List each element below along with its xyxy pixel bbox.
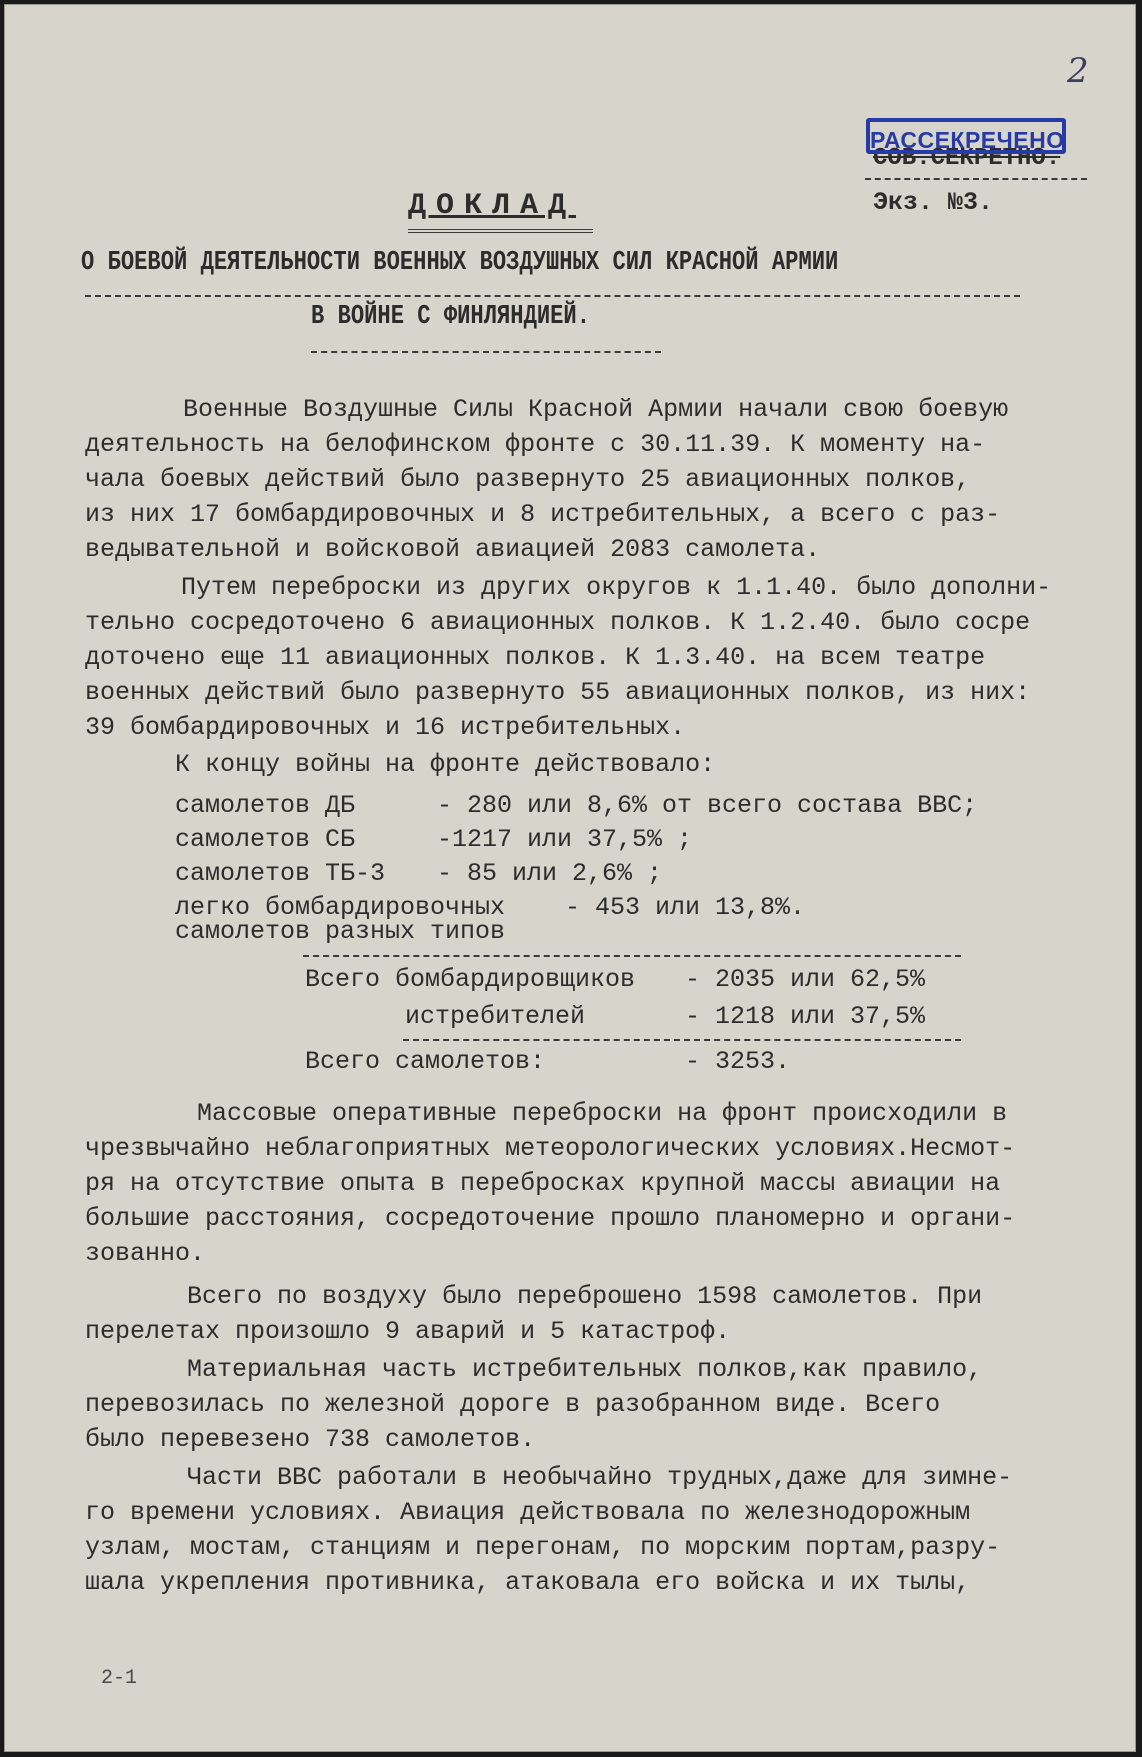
totals-separator-2 (403, 1039, 961, 1041)
para3-line: большие расстояния, сосредоточение прошло планомерно и органи- (85, 1204, 1016, 1233)
subtitle-line-2: В ВОЙНЕ С ФИНЛЯНДИЕЙ. (311, 302, 591, 332)
subtitle-line-1: О БОЕВОЙ ДЕЯТЕЛЬНОСТИ ВОЕННЫХ ВОЗДУШНЫХ СИЛ КРАСНОЙ АРМИИ (81, 248, 839, 278)
aircraft-type: легко бомбардировочных (175, 893, 506, 922)
para4-line: перелетах произошло 9 аварий и 5 катастроф. (85, 1317, 731, 1346)
list-intro: К концу войны на фронте действовало: (175, 750, 716, 779)
copy-number: Экз. №3. (873, 188, 994, 217)
para6-line: шала укрепления противника, атаковала его войска и их тылы, (85, 1568, 971, 1597)
subtitle-underline-1 (85, 295, 1020, 297)
aircraft-value: - 85 или 2,6% ; (437, 859, 663, 888)
subtitle-underline-2 (311, 351, 661, 353)
para6-line: узлам, мостам, станциям и перегонам, по морским портам,разру- (85, 1533, 1001, 1562)
para3-line: чрезвычайно неблагоприятных метеорологических условиях.Несмот- (85, 1134, 1016, 1163)
para3-line: Массовые оперативные переброски на фронт происходили в (197, 1099, 1008, 1128)
document-page (4, 4, 1136, 1752)
para1-line: чала боевых действий было развернуто 25 авиационных полков, (85, 465, 971, 494)
total-bombers-label: Всего бомбардировщиков (305, 965, 636, 994)
aircraft-type: самолетов ТБ-3 (175, 859, 386, 888)
aircraft-type: самолетов СБ (175, 825, 356, 854)
para1-line: деятельность на белофинском фронте с 30.11.39. К моменту на- (85, 430, 986, 459)
para6-line: го времени условиях. Авиация действовала по железнодорожным (85, 1498, 971, 1527)
para5-line: перевозилась по железной дороге в разобранном виде. Всего (85, 1390, 941, 1419)
aircraft-value: - 453 или 13,8%. (565, 893, 806, 922)
para4-line: Всего по воздуху было переброшено 1598 самолетов. При (187, 1282, 983, 1311)
aircraft-type-extra: самолетов разных типов (175, 917, 506, 946)
aircraft-value: -1217 или 37,5% ; (437, 825, 693, 854)
classification-mark: СОВ.СЕКРЕТНО. (873, 145, 1061, 172)
classification-underline (865, 178, 1087, 180)
para3-line: зованно. (85, 1239, 206, 1268)
para2-line: 39 бомбардировочных и 16 истребительных. (85, 713, 686, 742)
para1-line: Военные Воздушные Силы Красной Армии начали свою боевую (183, 395, 1009, 424)
para3-line: ря на отсутствие опыта в перебросках крупной массы авиации на (85, 1169, 1001, 1198)
totals-separator (303, 955, 961, 957)
page-title: ДОКЛАД (408, 189, 577, 223)
para2-line: доточено еще 11 авиационных полков. К 1.3.40. на всем театре (85, 643, 986, 672)
declassified-stamp: РАССЕКРЕЧЕНО (866, 118, 1066, 154)
total-all-label: Всего самолетов: (305, 1047, 546, 1076)
para6-line: Части ВВС работали в необычайно трудных,даже для зимне- (187, 1463, 1013, 1492)
aircraft-value: - 280 или 8,6% от всего состава ВВС; (437, 791, 978, 820)
aircraft-type: самолетов ДБ (175, 791, 356, 820)
para2-line: военных действий было развернуто 55 авиационных полков, из них: (85, 678, 1031, 707)
para2-line: тельно сосредоточено 6 авиационных полков. К 1.2.40. было сосре (85, 608, 1031, 637)
margin-note: 2-1 (101, 1667, 138, 1690)
para1-line: ведывательной и войсковой авиацией 2083 самолета. (85, 535, 821, 564)
para5-line: было перевезено 738 самолетов. (85, 1425, 536, 1454)
total-fighters-label: истребителей (405, 1002, 586, 1031)
para2-line: Путем переброски из других округов к 1.1.40. было дополни- (181, 573, 1052, 602)
total-all-value: - 3253. (685, 1047, 791, 1076)
para1-line: из них 17 бомбардировочных и 8 истребительных, а всего с раз- (85, 500, 1001, 529)
para5-line: Материальная часть истребительных полков,как правило, (187, 1355, 983, 1384)
total-bombers-value: - 2035 или 62,5% (685, 965, 926, 994)
title-underline (408, 229, 593, 233)
total-fighters-value: - 1218 или 37,5% (685, 1002, 926, 1031)
page-number: 2 (1067, 51, 1089, 91)
